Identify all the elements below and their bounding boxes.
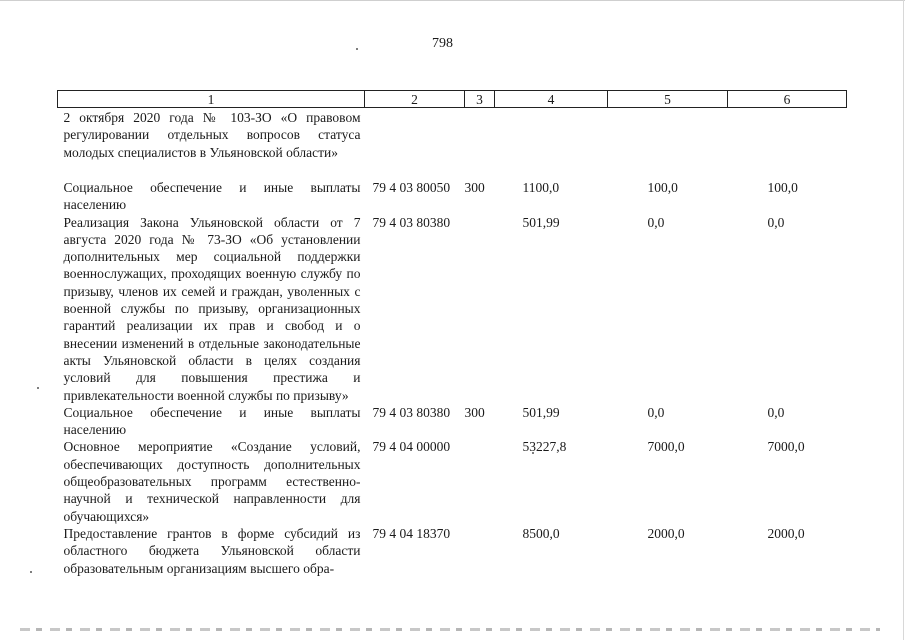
column-header-2: 2	[365, 91, 465, 108]
row-code: 79 4 04 18370	[372, 525, 451, 541]
table-row	[58, 438, 847, 524]
page-edge-top	[0, 0, 905, 1]
page-edge-right	[903, 0, 904, 640]
scan-speck	[356, 48, 358, 50]
page-number: 798	[432, 36, 453, 51]
row-value-4: 8500,0	[522, 525, 560, 541]
table-row	[58, 179, 847, 214]
row-value-5: 0,0	[647, 404, 665, 420]
table-row	[58, 404, 847, 439]
column-header-1: 1	[58, 91, 365, 108]
row-code: 79 4 04 00000	[372, 439, 451, 455]
budget-table	[57, 90, 847, 577]
row-code: 79 4 03 80050	[372, 180, 451, 195]
row-type	[465, 108, 495, 180]
row-name: 2 октября 2020 года № 103-ЗО «О правовом регулировании отдельных вопросов статуса молодых специалистов в Ульяновской области»	[63, 110, 361, 160]
row-value-6: 7000,0	[767, 439, 805, 455]
column-header-6: 6	[728, 91, 847, 108]
row-value-6: 0,0	[767, 214, 785, 230]
row-value-5	[608, 108, 728, 180]
table-row	[58, 525, 847, 577]
row-value-6: 100,0	[767, 180, 798, 195]
row-value-5: 7000,0	[647, 439, 685, 455]
row-value-4	[495, 108, 608, 180]
row-value-5: 2000,0	[647, 525, 685, 541]
row-type	[465, 214, 495, 404]
row-value-5: 0,0	[647, 214, 665, 230]
row-value-4: 501,99	[522, 214, 560, 230]
row-type: 300	[464, 180, 485, 195]
row-value-5: 100,0	[647, 180, 678, 195]
table-row	[58, 214, 847, 404]
row-value-6: 2000,0	[767, 525, 805, 541]
scan-speck	[37, 387, 39, 389]
row-code	[365, 108, 465, 180]
row-value-6	[728, 108, 847, 180]
scan-speck	[30, 571, 32, 573]
row-value-6: 0,0	[767, 404, 785, 420]
row-value-4: 1100,0	[522, 180, 560, 195]
row-code: 79 4 03 80380	[372, 214, 451, 230]
row-name: Предоставление грантов в форме субсидий из областного бюджета Ульяновской области образовательным организациям высшего обра-	[63, 525, 361, 576]
row-type	[465, 438, 495, 524]
scan-edge-bottom	[20, 628, 880, 631]
row-name: Основное мероприятие «Создание условий, обеспечивающих доступность дополнительных общеобразовательных программ естественно-научной и технической направленности для обучающихся»	[63, 439, 361, 524]
column-header-3: 3	[465, 91, 495, 108]
table-header	[58, 91, 847, 108]
row-type	[465, 525, 495, 577]
table-row	[58, 108, 847, 180]
column-header-5: 5	[608, 91, 728, 108]
row-value-4: 501,99	[522, 404, 560, 420]
row-name: Социальное обеспечение и иные выплаты населению	[63, 180, 361, 213]
row-code: 79 4 03 80380	[372, 404, 451, 420]
column-header-4: 4	[495, 91, 608, 108]
row-type: 300	[464, 404, 485, 420]
row-name: Реализация Закона Ульяновской области от 7 августа 2020 года № 73-ЗО «Об установлении дополнительных мер социальной поддержки военнослужащих, проходящих военную службу по призыву, членов их семей и граждан, уволенных с военной службы по призыву, организационных гарантий реализации их прав и свобод и о внесении изменений в отдельные законодательные акты Ульяновской области в целях создания условий для повышения престижа и привлекательности военной службы по призыву»	[63, 214, 361, 403]
row-value-4: 53227,8	[522, 439, 567, 455]
row-name: Социальное обеспечение и иные выплаты населению	[63, 404, 361, 438]
